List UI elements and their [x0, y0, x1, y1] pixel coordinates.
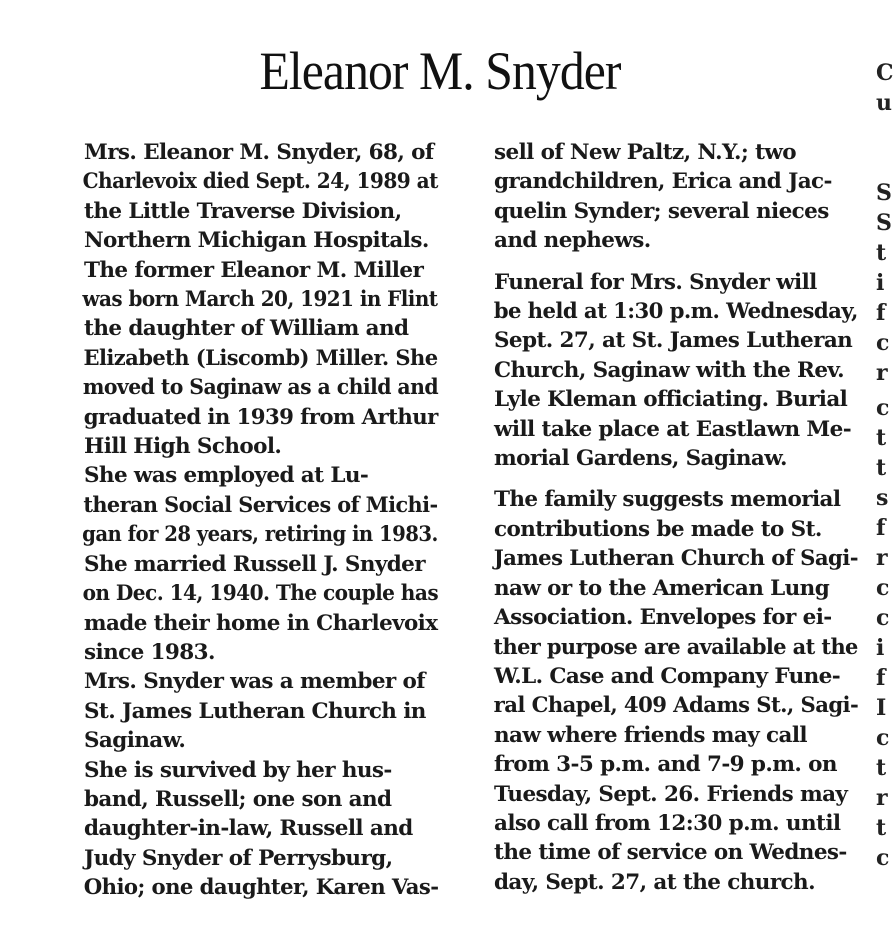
text-line: will take place at Eastlawn Me- [494, 416, 852, 442]
cut-off-letter: t [876, 425, 887, 451]
cut-off-letter: c [876, 845, 890, 871]
text-line: the daughter of William and [84, 316, 409, 342]
cut-off-letter: r [876, 785, 888, 811]
text-line: Hill High School. [84, 434, 282, 460]
cut-off-letter: c [876, 605, 890, 631]
text-line: morial Gardens, Saginaw. [494, 446, 787, 472]
text-line: theran Social Services of Michi- [83, 492, 438, 518]
text-line: She was employed at Lu- [84, 463, 369, 489]
text-line: gan for 28 years, retiring in 1983. [82, 522, 438, 548]
text-line: naw or to the American Lung [494, 575, 830, 601]
text-line: naw where friends may call [494, 722, 807, 748]
text-line: The former Eleanor M. Miller [84, 257, 424, 283]
text-line: She is survived by her hus- [84, 757, 392, 783]
cut-off-letter: C [876, 60, 894, 86]
text-line: sell of New Paltz, N.Y.; two [494, 140, 797, 165]
text-line: be held at 1:30 p.m. Wednesday, [493, 299, 858, 325]
cut-off-letter: c [876, 395, 890, 421]
text-line: on Dec. 14, 1940. The couple has [82, 581, 439, 607]
cut-off-letter: c [876, 725, 890, 751]
paragraph [62, 667, 438, 755]
paragraph [472, 485, 858, 897]
text-line: and nephews. [494, 228, 651, 254]
cut-off-letter: s [876, 485, 889, 511]
text-line: Northern Michigan Hospitals. [84, 228, 429, 254]
text-line: W.L. Case and Company Fune- [494, 663, 841, 689]
text-line: the Little Traverse Division, [84, 198, 402, 224]
text-line: Tuesday, Sept. 26. Friends may [494, 781, 848, 807]
text-line: Funeral for Mrs. Snyder will [494, 269, 817, 295]
text-line: Ohio; one daughter, Karen Vas- [83, 875, 439, 901]
text-line: grandchildren, Erica and Jac- [494, 169, 832, 195]
cut-off-letter: u [876, 90, 892, 116]
left-column [62, 138, 438, 903]
cut-off-letter: r [876, 545, 888, 571]
paragraph [62, 138, 438, 256]
cut-off-letter: S [876, 210, 892, 236]
paragraph [62, 550, 438, 668]
text-line: Judy Snyder of Perrysburg, [84, 845, 393, 871]
cut-off-letter: S [876, 180, 892, 206]
text-line: also call from 12:30 p.m. until [494, 810, 841, 836]
cut-off-letter: f [876, 300, 886, 326]
cut-off-letter: r [876, 360, 888, 386]
text-line: ral Chapel, 409 Adams St., Sagi- [493, 693, 859, 719]
cut-off-letter: t [876, 815, 887, 841]
cut-off-letter: f [876, 665, 886, 691]
text-line: since 1983. [84, 639, 215, 665]
paragraph [62, 461, 438, 549]
right-column [472, 138, 858, 897]
text-line: moved to Saginaw as a child and [82, 375, 439, 401]
text-line: St. James Lutheran Church in [84, 698, 426, 724]
text-line: contributions be made to St. [494, 516, 822, 542]
cut-off-letter: t [876, 455, 887, 481]
cut-off-letter: f [876, 515, 886, 541]
text-line: graduated in 1939 from Arthur [83, 404, 438, 430]
cut-off-letter: i [876, 270, 885, 296]
text-line: from 3-5 p.m. and 7-9 p.m. on [494, 752, 837, 778]
text-line: Association. Envelopes for ei- [494, 605, 832, 631]
cut-off-letter: c [876, 330, 890, 356]
text-line: band, Russell; one son and [84, 786, 392, 812]
text-line: Mrs. Snyder was a member of [84, 669, 425, 695]
cut-off-letter: c [876, 575, 890, 601]
text-line: Church, Saginaw with the Rev. [494, 357, 845, 383]
text-line: Sept. 27, at St. James Lutheran [494, 328, 853, 354]
text-line: Mrs. Eleanor M. Snyder, 68, of [84, 140, 434, 165]
paragraph [472, 268, 858, 474]
text-line: Charlevoix died Sept. 24, 1989 at [82, 169, 438, 195]
paragraph [62, 756, 438, 903]
text-line: day, Sept. 27, at the church. [494, 869, 815, 895]
text-line: was born March 20, 1921 in Flint [82, 287, 438, 313]
text-line: Lyle Kleman officiating. Burial [494, 387, 848, 413]
text-line: She married Russell J. Snyder [84, 551, 425, 577]
text-line: James Lutheran Church of Sagi- [493, 546, 858, 572]
text-line: Elizabeth (Liscomb) Miller. She [83, 345, 438, 371]
text-line: made their home in Charlevoix [83, 610, 438, 636]
cut-off-letter: I [876, 695, 887, 721]
text-line: ther purpose are available at the [493, 634, 858, 660]
paragraph [62, 256, 438, 462]
paragraph [472, 138, 858, 256]
text-line: the time of service on Wednes- [494, 840, 847, 866]
obituary-headline: Eleanor M. Snyder [259, 41, 621, 101]
cut-off-letter: i [876, 635, 885, 661]
text-line: daughter-in-law, Russell and [84, 816, 413, 842]
cut-off-letter: t [876, 240, 887, 266]
text-line: quelin Synder; several nieces [494, 198, 829, 224]
text-line: The family suggests memorial [494, 487, 841, 513]
text-line: Saginaw. [84, 728, 186, 754]
cut-off-letter: t [876, 755, 887, 781]
